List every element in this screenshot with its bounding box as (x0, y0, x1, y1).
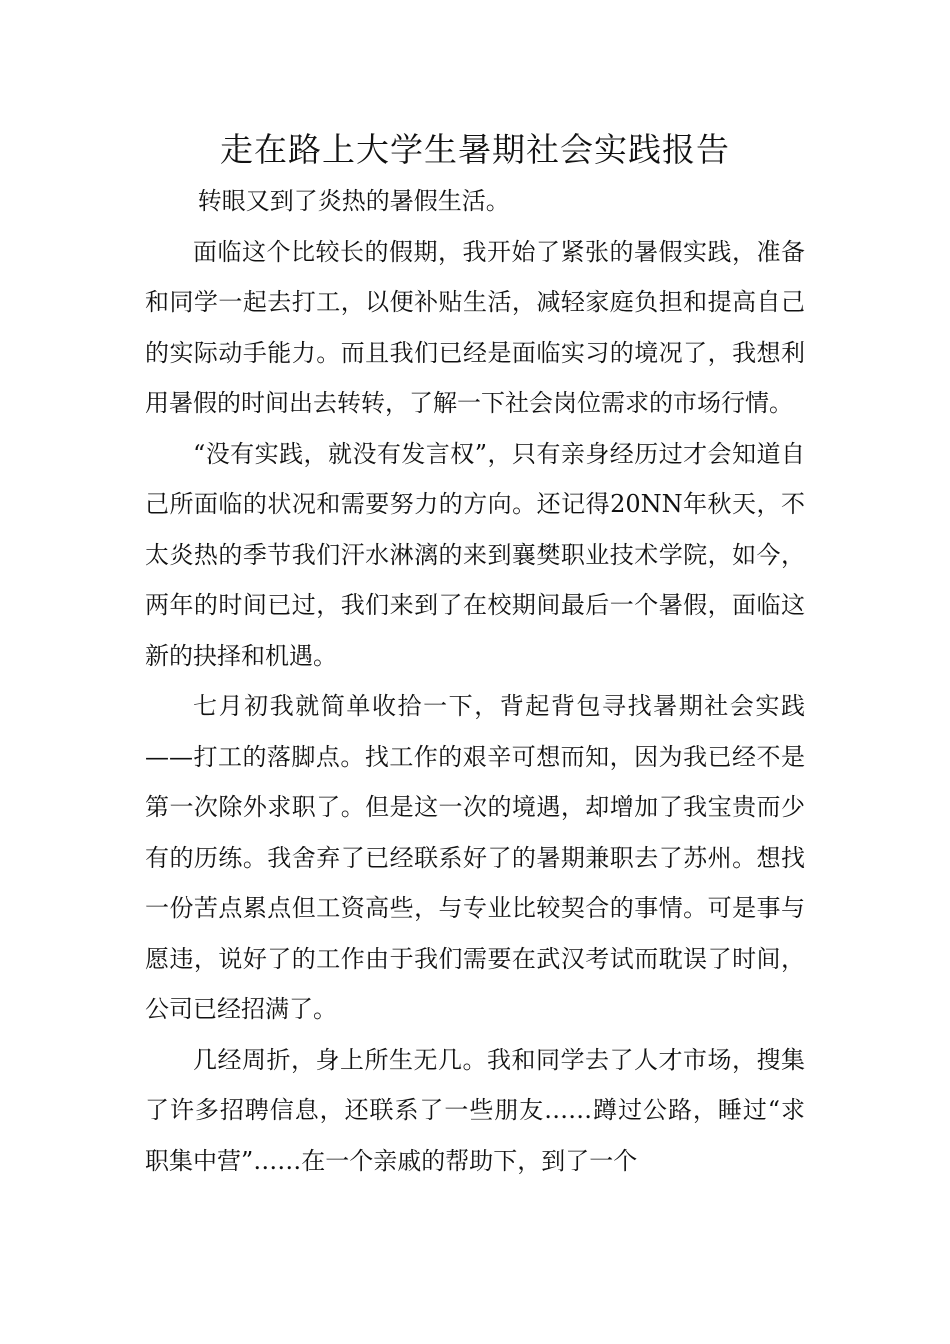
document-title: 走在路上大学生暑期社会实践报告 (220, 130, 730, 169)
paragraph: 转眼又到了炎热的暑假生活。 (197, 187, 510, 215)
paragraph: 面临这个比较长的假期，我开始了紧张的暑假实践，准备和同学一起去打工，以便补贴生活，减轻家庭负担和提高自己的实际动手能力。而且我们已经是面临实习的境况了，我想利用暑假的时间出去转转，了解一下社会岗位需求的市场行情。 (145, 237, 805, 417)
document-body (145, 176, 805, 1186)
paragraph: 七月初我就简单收拾一下，背起背包寻找暑期社会实践——打工的落脚点。找工作的艰辛可想而知，因为我已经不是第一次除外求职了。但是这一次的境遇，却增加了我宝贵而少有的历练。我舍弃了已经联系好了的暑期兼职去了苏州。想找一份苦点累点但工资高些，与专业比较契合的事情。可是事与愿违，说好了的工作由于我们需要在武汉考试而耽误了时间，公司已经招满了。 (145, 692, 805, 1023)
paragraph: “没有实践，就没有发言权”，只有亲身经历过才会知道自己所面临的状况和需要努力的方向。还记得20NN年秋天，不太炎热的季节我们汗水淋漓的来到襄樊职业技术学院，如今，两年的时间已过，我们来到了在校期间最后一个暑假，面临这新的抉择和机遇。 (145, 439, 805, 670)
paragraph: 几经周折，身上所生无几。我和同学去了人才市场，搜集了许多招聘信息，还联系了一些朋友……蹲过公路，睡过“求职集中营”……在一个亲戚的帮助下，到了一个 (145, 1045, 805, 1175)
